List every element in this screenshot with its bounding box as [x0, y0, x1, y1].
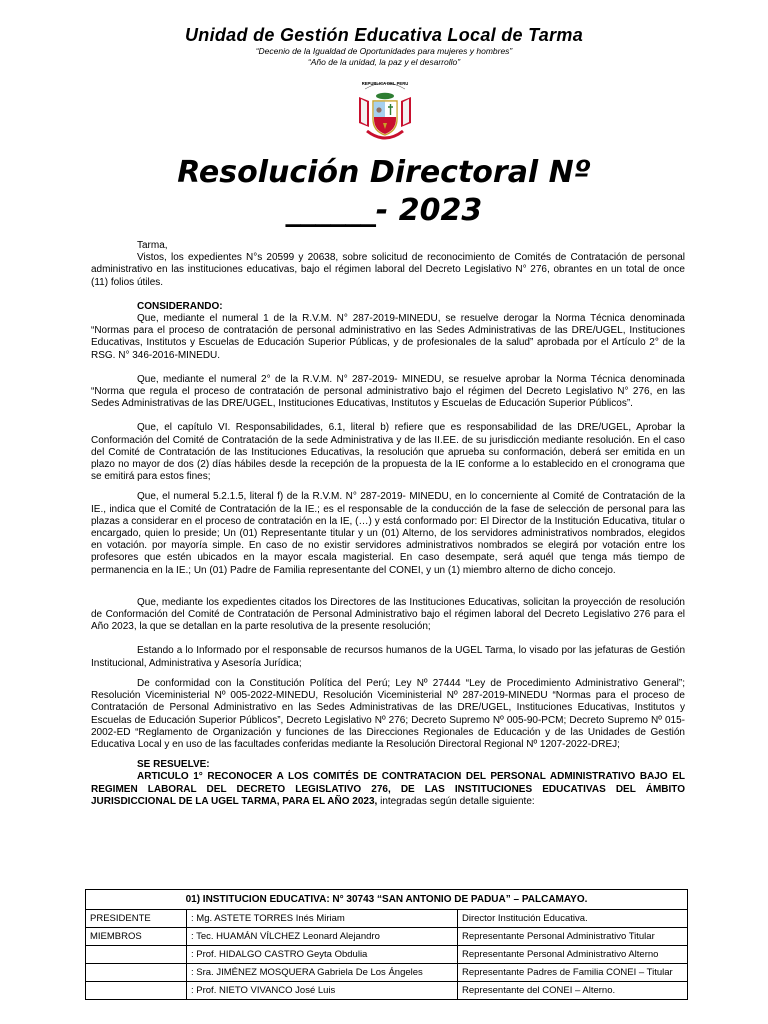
member-role: PRESIDENTE: [86, 910, 187, 928]
resolution-body: [91, 240, 685, 808]
committee-heading-row: [86, 890, 688, 910]
member-name: : Tec. HUAMÁN VÍLCHEZ Leonard Alejandro: [187, 928, 458, 946]
resolution-title: Resolución Directoral Nº: [177, 155, 591, 190]
article-1: [91, 771, 685, 808]
legal-basis-paragraph: De conformidad con la Constitución Política del Perú; Ley Nº 27444 “Ley de Procedimiento Administrativo General”; Resolución Viceministerial Nº 005-2022-MINEDU, Resolución Viceministerial Nº 287-2019-MINEDU “Normas para el proceso de Contratación de Personal Administrativo en las Sedes Administrativas de las DRE/UGEL, Instituciones Educativas, Institutos y Escuelas de Educación Superior Públicos”, Decreto Legislativo Nº 276; Decreto Supremo Nº 005-90-PCM; Decreto Supremo Nº 015-2002-ED “Reglamento de Organización y funciones de las Direcciones Regionales de Educación y de las Unidades de Gestión Educativa Local y en uso de las facultades conferidas mediante la Resolución Directoral Regional Nº 1207-2022-DREJ;: [91, 677, 685, 750]
table-row: [86, 964, 688, 982]
member-position: Representante Personal Administrativo Alterno: [458, 946, 688, 964]
member-name: : Sra. JIMÉNEZ MOSQUERA Gabriela De Los Ángeles: [187, 964, 458, 982]
considerando-paragraph-4: Que, el numeral 5.2.1.5, literal f) de la R.V.M. N° 287-2019- MINEDU, en lo concerniente al Comité de Contratación de la IE., indica que el Comité de Contratación de la IE.; es el responsable de la conducción de la fase de selección de personal para las plazas a considerar en el proceso de contratación en la IE, (…) y está conformado por: El Director de la Institución Educativa, titular o encargado, quien lo preside; Un (01) Representante titular y un (01) Alterno, de los servidores administrativos nombrados, elegidos en votación. por mayoría simple. En caso de no existir servidores administrativos nombrados se elegirá por votación entre los profesores que estén ubicados en la mayor escala magisterial. En caso desempate, será aquél que tenga más tiempo de permanencia en la IE.; Un (01) Padre de Familia representante del CONEI, y un (1) miembro alterno de dicho concejo.: [91, 491, 685, 576]
member-role: [86, 946, 187, 964]
considerando-heading: CONSIDERANDO:: [137, 300, 223, 312]
decade-motto: “Decenio de la Igualdad de Oportunidades para mujeres y hombres”: [255, 46, 513, 56]
member-position: Director Institución Educativa.: [458, 910, 688, 928]
committee-table: [85, 889, 688, 1000]
considerando-paragraph-2: Que, mediante el numeral 2° de la R.V.M. N° 287-2019- MINEDU, se resuelve aprobar la Norma Técnica denominada “Norma que regula el proceso de contratación de personal administrativo bajo el régimen del Decreto Legislativo N° 276, en las Sedes Administrativas de las DRE/UGEL, Instituciones Educativas, Institutos y Escuelas de Educación Superior Públicos”.: [91, 373, 685, 410]
member-position: Representante del CONEI – Alterno.: [458, 982, 688, 1000]
member-role: [86, 964, 187, 982]
member-name: : Mg. ASTETE TORRES Inés Miriam: [187, 910, 458, 928]
article-1-rest: integradas según detalle siguiente:: [377, 795, 535, 807]
agency-title: Unidad de Gestión Educativa Local de Tarma: [184, 25, 584, 45]
year-motto: “Año de la unidad, la paz y el desarrollo”: [307, 57, 461, 67]
member-role: MIEMBROS: [86, 928, 187, 946]
member-role: [86, 982, 187, 1000]
considerando-paragraph-1: Que, mediante el numeral 1 de la R.V.M. N° 287-2019-MINEDU, se resuelve derogar la Norma Técnica denominada “Normas para el proceso de contratación de personal administrativo en las Sedes Administrativas de las DRE/UGEL, Instituciones Educativas, Institutos y Escuelas de Educación Superior Públicas, y de profesionales de la salud” aprobada por el Artículo 2° de la RSG. N° 346-2016-MINEDU.: [91, 313, 685, 361]
table-row: [86, 928, 688, 946]
svg-text:REPUBLICA DEL PERU: REPUBLICA DEL PERU: [361, 81, 409, 86]
member-position: Representante Padres de Familia CONEI – Titular: [458, 964, 688, 982]
resolution-number: ______- 2023: [285, 193, 483, 228]
article-1-bold: ARTICULO 1° RECONOCER A LOS COMITÉS DE CONTRATACION DEL PERSONAL ADMINISTRATIVO BAJO EL REGIMEN LABORAL DEL DECRETO LEGISLATIVO 276, DE LAS INSTITUCIONES EDUCATIVAS DEL ÁMBITO JURISDICCIONAL DE LA UGEL TARMA, PARA EL AÑO 2023,: [91, 771, 685, 807]
se-resuelve-heading: SE RESUELVE:: [137, 759, 210, 771]
table-row: [86, 946, 688, 964]
member-name: : Prof. NIETO VIVANCO José Luis: [187, 982, 458, 1000]
considerando-paragraph-5: Que, mediante los expedientes citados los Directores de las Instituciones Educativas, solicitan la proyección de resolución de Conformación del Comité de Contratación de Personal Administrativo bajo el régimen laboral del Decreto Legislativo 276 para el Año 2023, la que se detallan en la parte resolutiva de la presente resolución;: [91, 596, 685, 633]
member-name: : Prof. HIDALGO CASTRO Geyta Obdulia: [187, 946, 458, 964]
member-position: Representante Personal Administrativo Titular: [458, 928, 688, 946]
considerando-paragraph-3: Que, el capítulo VI. Responsabilidades, 6.1, literal b) refiere que es responsabilidad de las DRE/UGEL, Aprobar la Conformación del Comité de Contratación de la sede Administrativa y de las II.EE. de su jurisdicción mediante resolución. En el caso del Comité de Contratación de las Instituciones Educativas, la resolución que aprueba su conformación, deberá ser emitida en un plazo no mayor de dos (2) días hábiles desde la recepción de la propuesta de la IE conforme a lo establecido en el cronograma que se emitirá para estos fines;: [91, 422, 685, 483]
peru-coat-of-arms-icon: [355, 75, 415, 147]
vistos-paragraph: Vistos, los expedientes N°s 20599 y 20638, sobre solicitud de reconocimiento de Comités de Contratación de personal administrativo en las instituciones educativas, bajo el régimen laboral del Decreto Legislativo N° 276, obrantes en un total de once (11) folios útiles.: [91, 252, 685, 288]
considerando-paragraph-6: Estando a lo Informado por el responsable de recursos humanos de la UGEL Tarma, lo visado por las jefaturas de Gestión Institucional, Administrativa y Asesoría Jurídica;: [91, 645, 685, 669]
place-date: Tarma,: [137, 240, 168, 251]
table-row: [86, 982, 688, 1000]
table-row: [86, 910, 688, 928]
committee-heading: 01) INSTITUCION EDUCATIVA: N° 30743 “SAN ANTONIO DE PADUA” – PALCAMAYO.: [86, 890, 688, 910]
